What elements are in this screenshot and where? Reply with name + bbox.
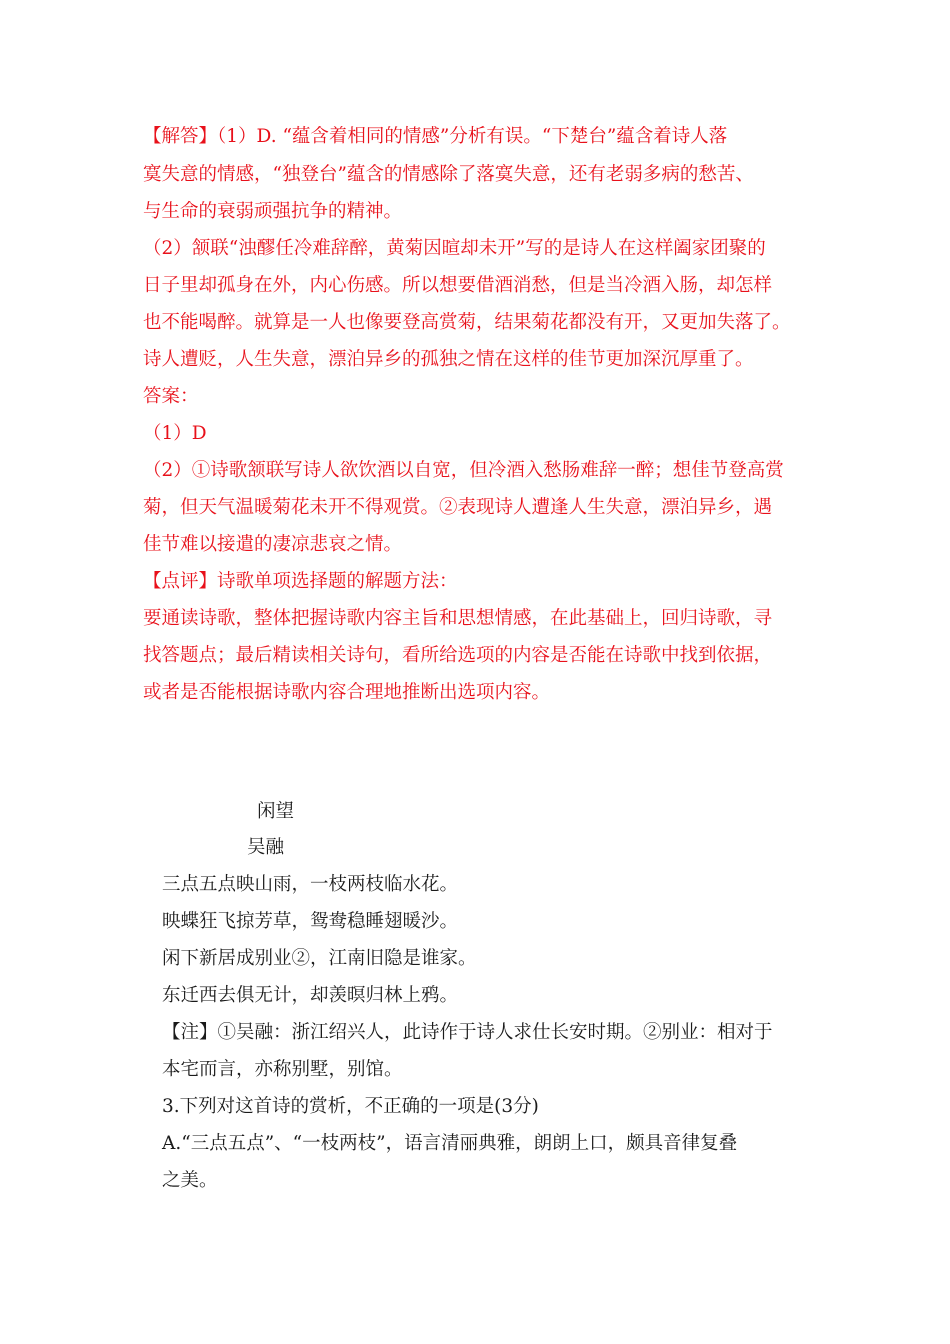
poem-author: 吴融 — [247, 837, 285, 858]
answer-line: （1）D — [143, 423, 207, 444]
poem-note: 【注】①吴融：浙江绍兴人，此诗作于诗人求仕长安时期。②别业：相对于 — [162, 1022, 773, 1043]
comment-line: 或者是否能根据诗歌内容合理地推断出选项内容。 — [143, 682, 551, 703]
poem-verse: 三点五点映山雨，一枝两枝临水花。 — [162, 874, 459, 895]
answer-line: 诗人遭贬，人生失意，漂泊异乡的孤独之情在这样的佳节更加深沉厚重了。 — [143, 349, 754, 370]
poem-note: 本宅而言，亦称别墅，别馆。 — [162, 1059, 403, 1080]
option-a-continued: 之美。 — [162, 1170, 218, 1191]
poem-verse: 映蝶狂飞掠芳草，鸳鸯稳睡翅暖沙。 — [162, 911, 459, 932]
poem-verse: 东迁西去俱无计，却羡暝归林上鸦。 — [162, 985, 459, 1006]
answer-line: （2）颔联“浊醪任冷难辞醉，黄菊因暄却未开”写的是诗人在这样阖家团聚的 — [143, 238, 766, 259]
option-a: A.“三点五点”、“一枝两枝”，语言清丽典雅，朗朗上口，颇具音律复叠 — [162, 1133, 738, 1154]
answer-line: 佳节难以接遣的凄凉悲哀之情。 — [143, 534, 403, 555]
poem-verse: 闲下新居成别业②，江南旧隐是谁家。 — [162, 948, 477, 969]
comment-line: 找答题点；最后精读相关诗句，看所给选项的内容是否能在诗歌中找到依据， — [143, 645, 773, 666]
answer-line: 也不能喝醉。就算是一人也像要登高赏菊，结果菊花都没有开，又更加失落了。 — [143, 312, 791, 333]
answer-line: 与生命的衰弱顽强抗争的精神。 — [143, 201, 403, 222]
question-stem: 3.下列对这首诗的赏析，不正确的一项是(3分) — [162, 1096, 539, 1117]
answer-label: 答案： — [143, 386, 199, 407]
comment-line: 要通读诗歌，整体把握诗歌内容主旨和思想情感，在此基础上，回归诗歌，寻 — [143, 608, 773, 629]
answer-line: 寞失意的情感，“独登台”蕴含的情感除了落寞失意，还有老弱多病的愁苦、 — [143, 164, 754, 185]
answer-line: 日子里却孤身在外，内心伤感。所以想要借酒消愁，但是当冷酒入肠，却怎样 — [143, 275, 773, 296]
poem-title: 闲望 — [257, 801, 295, 822]
answer-line: （2）①诗歌颔联写诗人欲饮酒以自宽，但冷酒入愁肠难辞一醉；想佳节登高赏 — [143, 460, 784, 481]
answer-line: 【解答】（1）D. “蕴含着相同的情感”分析有误。“下楚台”蕴含着诗人落 — [143, 126, 728, 147]
comment-heading: 【点评】诗歌单项选择题的解题方法： — [143, 571, 458, 592]
answer-line: 菊，但天气温暖菊花未开不得观赏。②表现诗人遭逢人生失意，漂泊异乡，遇 — [143, 497, 773, 518]
